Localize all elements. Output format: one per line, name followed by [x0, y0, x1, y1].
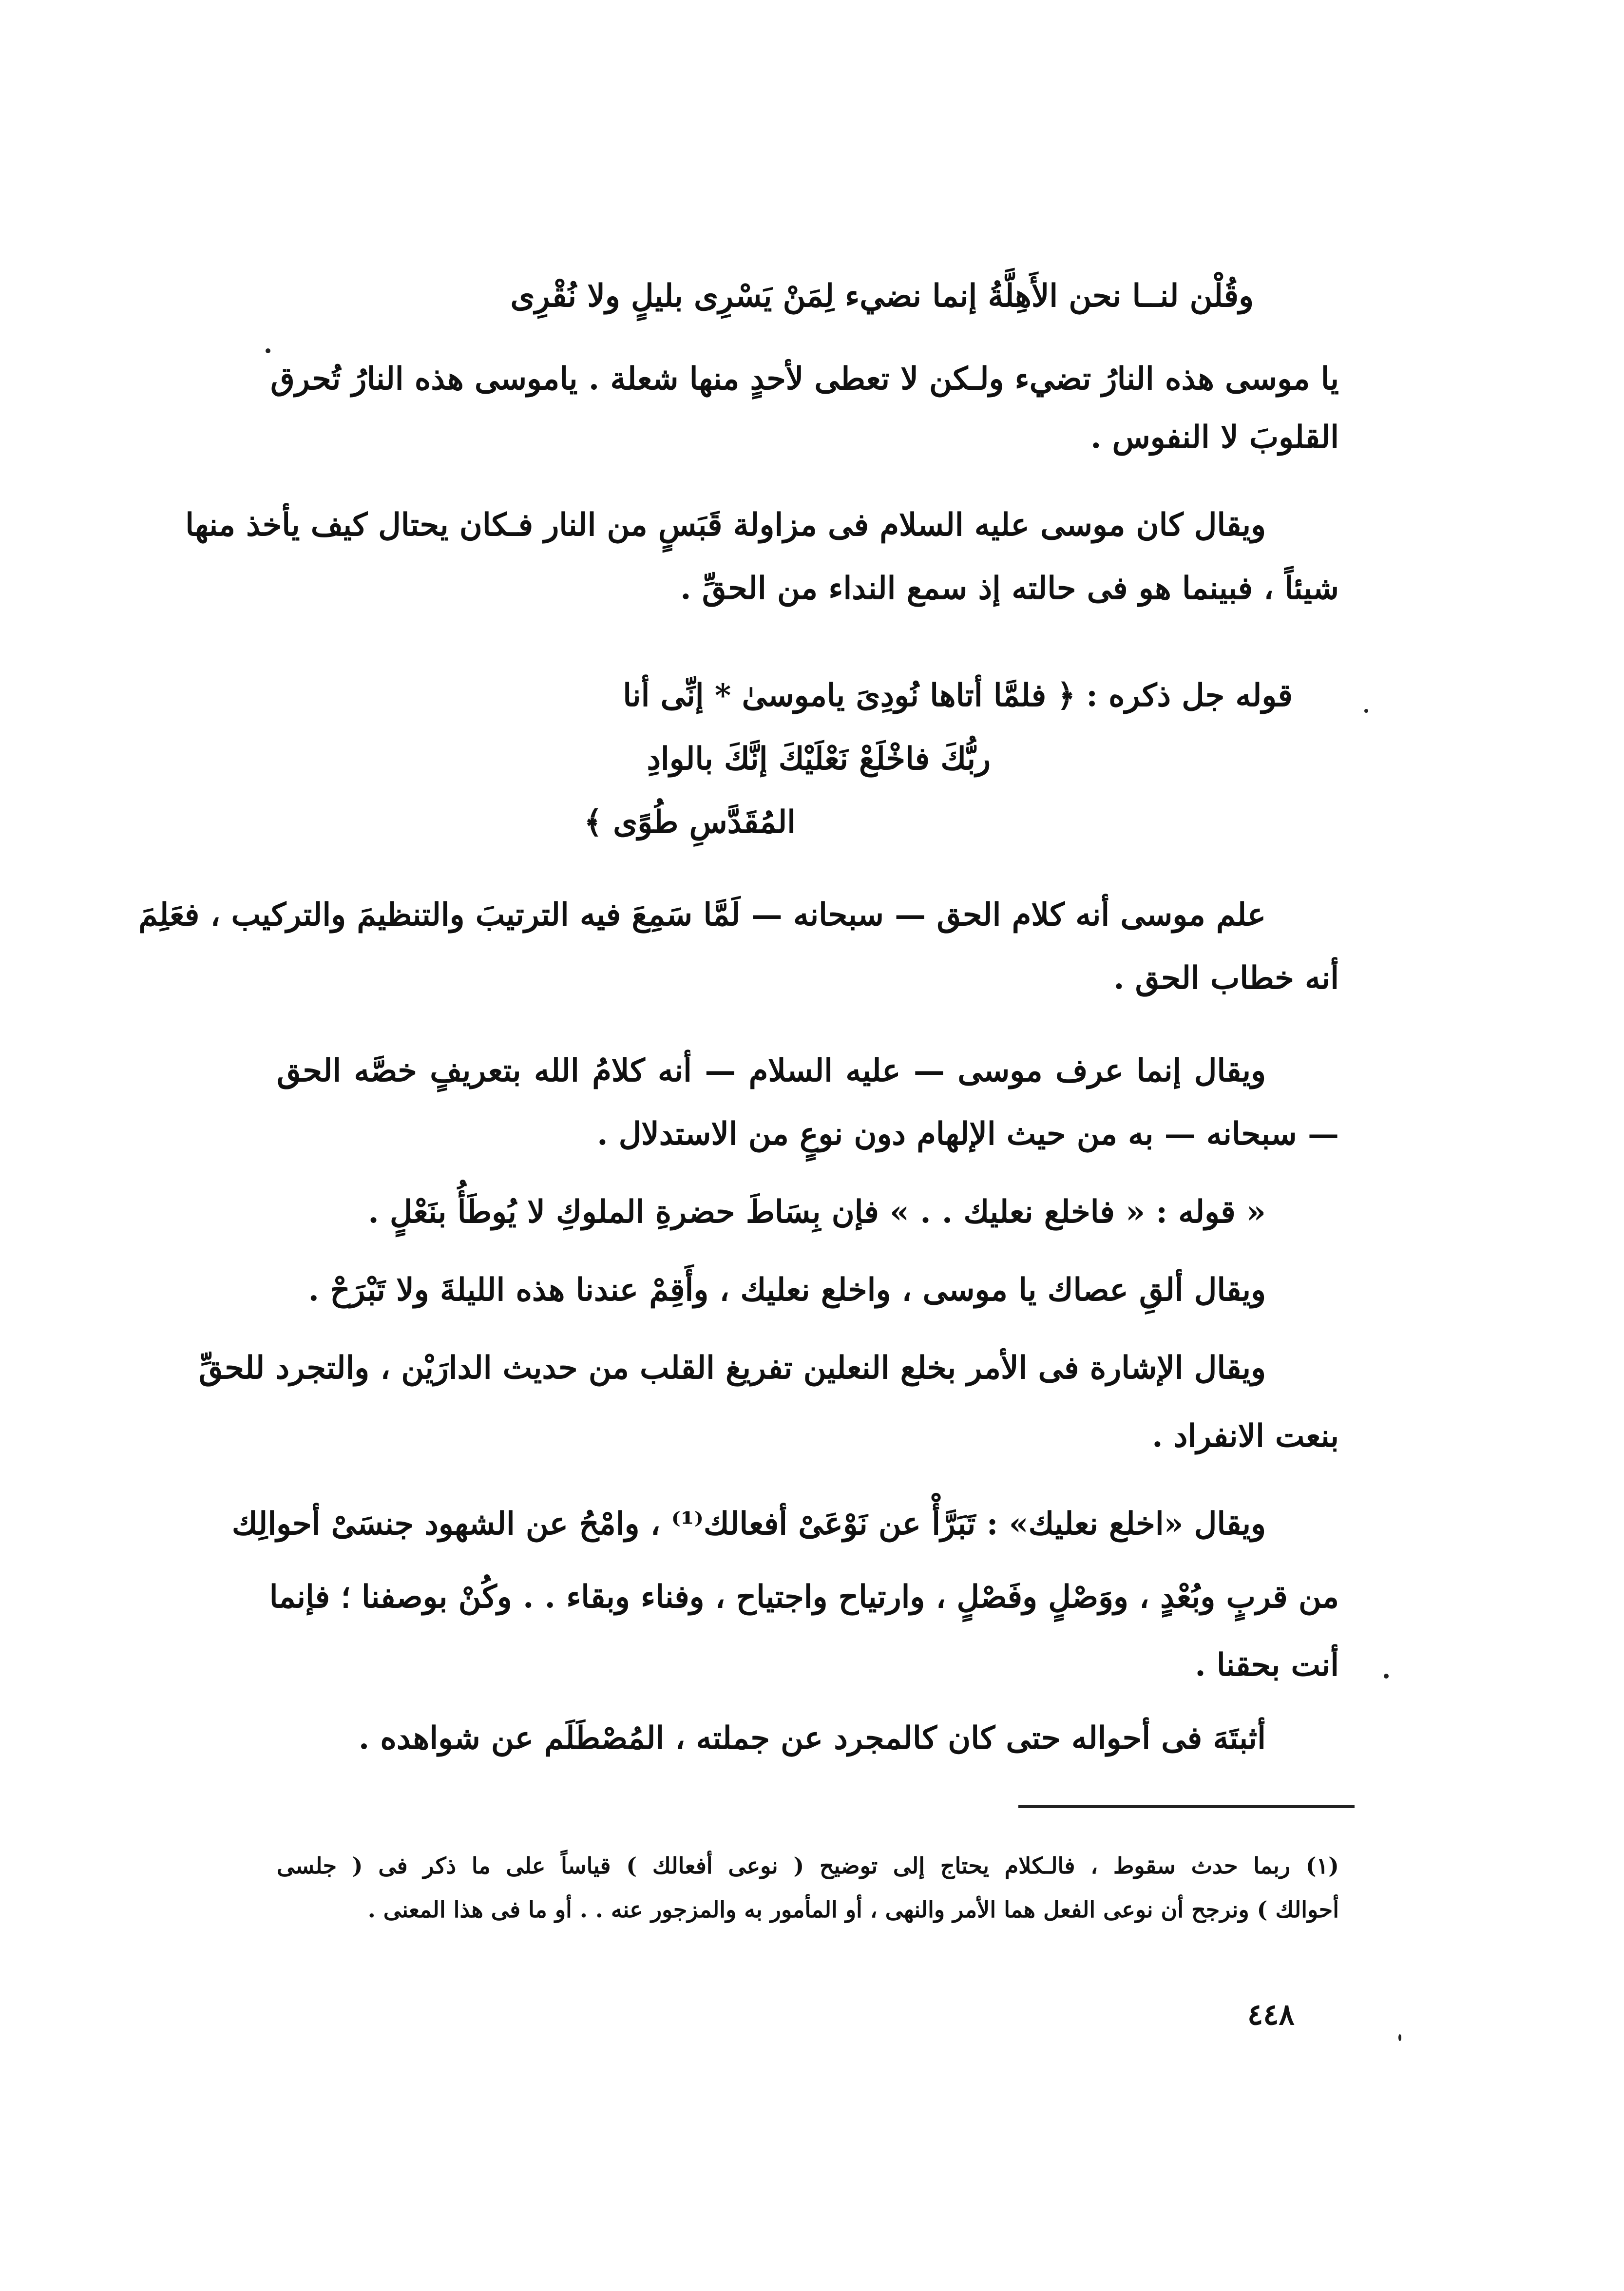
- scan-speck: [266, 348, 270, 353]
- paragraph-line: ويقال ألقِ عصاك يا موسى ، واخلع نعليك ، وأَقِمْ عندنا هذه الليلةَ ولا تَبْرَحْ .: [308, 1272, 1266, 1308]
- paragraph-line: القلوبَ لا النفوس .: [1090, 419, 1339, 456]
- scan-speck: [1398, 2034, 1401, 2041]
- quran-quote-line: ربُّكَ فاخْلَعْ نَعْلَيْكَ إنَّكَ بالوادِ: [647, 741, 991, 777]
- paragraph-line: ويقال إنما عرف موسى — عليه السلام — أنه كلامُ الله بتعريفٍ خصَّه الحق: [277, 1052, 1266, 1089]
- paragraph-line: — سبحانه — به من حيث الإلهام دون نوعٍ من الاستدلال .: [597, 1116, 1339, 1152]
- quran-quote-line: المُقَدَّسِ طُوًى ﴾: [584, 804, 796, 840]
- paragraph-line: علم موسى أنه كلام الحق — سبحانه — لَمَّا سَمِعَ فيه الترتيبَ والتنظيمَ والتركيب ، فعَلِمَ: [138, 897, 1266, 933]
- paragraph-line: ويقال «اخلع نعليك» : تَبَرَّأْ عن نَوْعَىْ أفعالك⁽¹⁾ ، وامْحُ عن الشهود جنسَىْ أحوالِك: [231, 1506, 1266, 1542]
- paragraph-line: أنه خطاب الحق .: [1113, 960, 1339, 996]
- scan-speck: [1384, 1674, 1389, 1679]
- paragraph-line: ويقال الإشارة فى الأمر بخلع النعلين تفريغ القلب من حديث الدارَيْن ، والتجرد للحقِّ: [198, 1350, 1266, 1386]
- footnote-line: أحوالك ) ونرجح أن نوعى الفعل هما الأمر والنهى ، أو المأمور به والمزجور عنه . . أو ما فى هذا المعنى .: [367, 1896, 1339, 1923]
- paragraph-line: يا موسى هذه النارُ تضيء ولـكن لا تعطى لأحدٍ منها شعلة . ياموسى هذه النارُ تُحرق: [270, 361, 1339, 397]
- paragraph-line: من قربٍ وبُعْدٍ ، ووَصْلٍ وفَصْلٍ ، وارتياح واجتياح ، وفناء وبقاء . . وكُنْ بوصفنا ؛ فإنما: [269, 1579, 1339, 1615]
- paragraph-line: أنت بحقنا .: [1195, 1647, 1339, 1683]
- footnote-line: (١) ربما حدث سقوط ، فالـكلام يحتاج إلى توضيح ( نوعى أفعالك ) قياساً على ما ذكر فى ( جلسى: [277, 1852, 1339, 1879]
- paragraph-line: أثبتَهَ فى أحواله حتى كان كالمجرد عن جملته ، المُصْطَلَم عن شواهده .: [358, 1720, 1266, 1756]
- paragraph-line: شيئاً ، فبينما هو فى حالته إذ سمع النداء من الحقِّ .: [680, 570, 1339, 607]
- scan-speck: [1364, 709, 1368, 713]
- poem-verse-line: وقُلْن لنــا نحن الأَهِلَّةُ إنما نضيء لِمَنْ يَسْرِى بليلٍ ولا نُقْرِى: [510, 278, 1254, 314]
- paragraph-line: ويقال كان موسى عليه السلام فى مزاولة قَبَسٍ من النار فـكان يحتال كيف يأخذ منها: [185, 507, 1266, 543]
- paragraph-line: بنعت الانفراد .: [1152, 1418, 1339, 1454]
- page-number: ٤٤٨: [1247, 1998, 1295, 2032]
- paragraph-line: « قوله : « فاخلع نعليك . . » فإن بِسَاطَ حضرةِ الملوكِ لا يُوطَأُ بنَعْلٍ .: [368, 1194, 1266, 1230]
- footnote-separator: [1018, 1805, 1355, 1808]
- quran-quote-line: قوله جل ذكره : ﴿ فلمَّا أتاها نُودِىَ ياموسىٰ * إنِّى أنا: [623, 677, 1293, 714]
